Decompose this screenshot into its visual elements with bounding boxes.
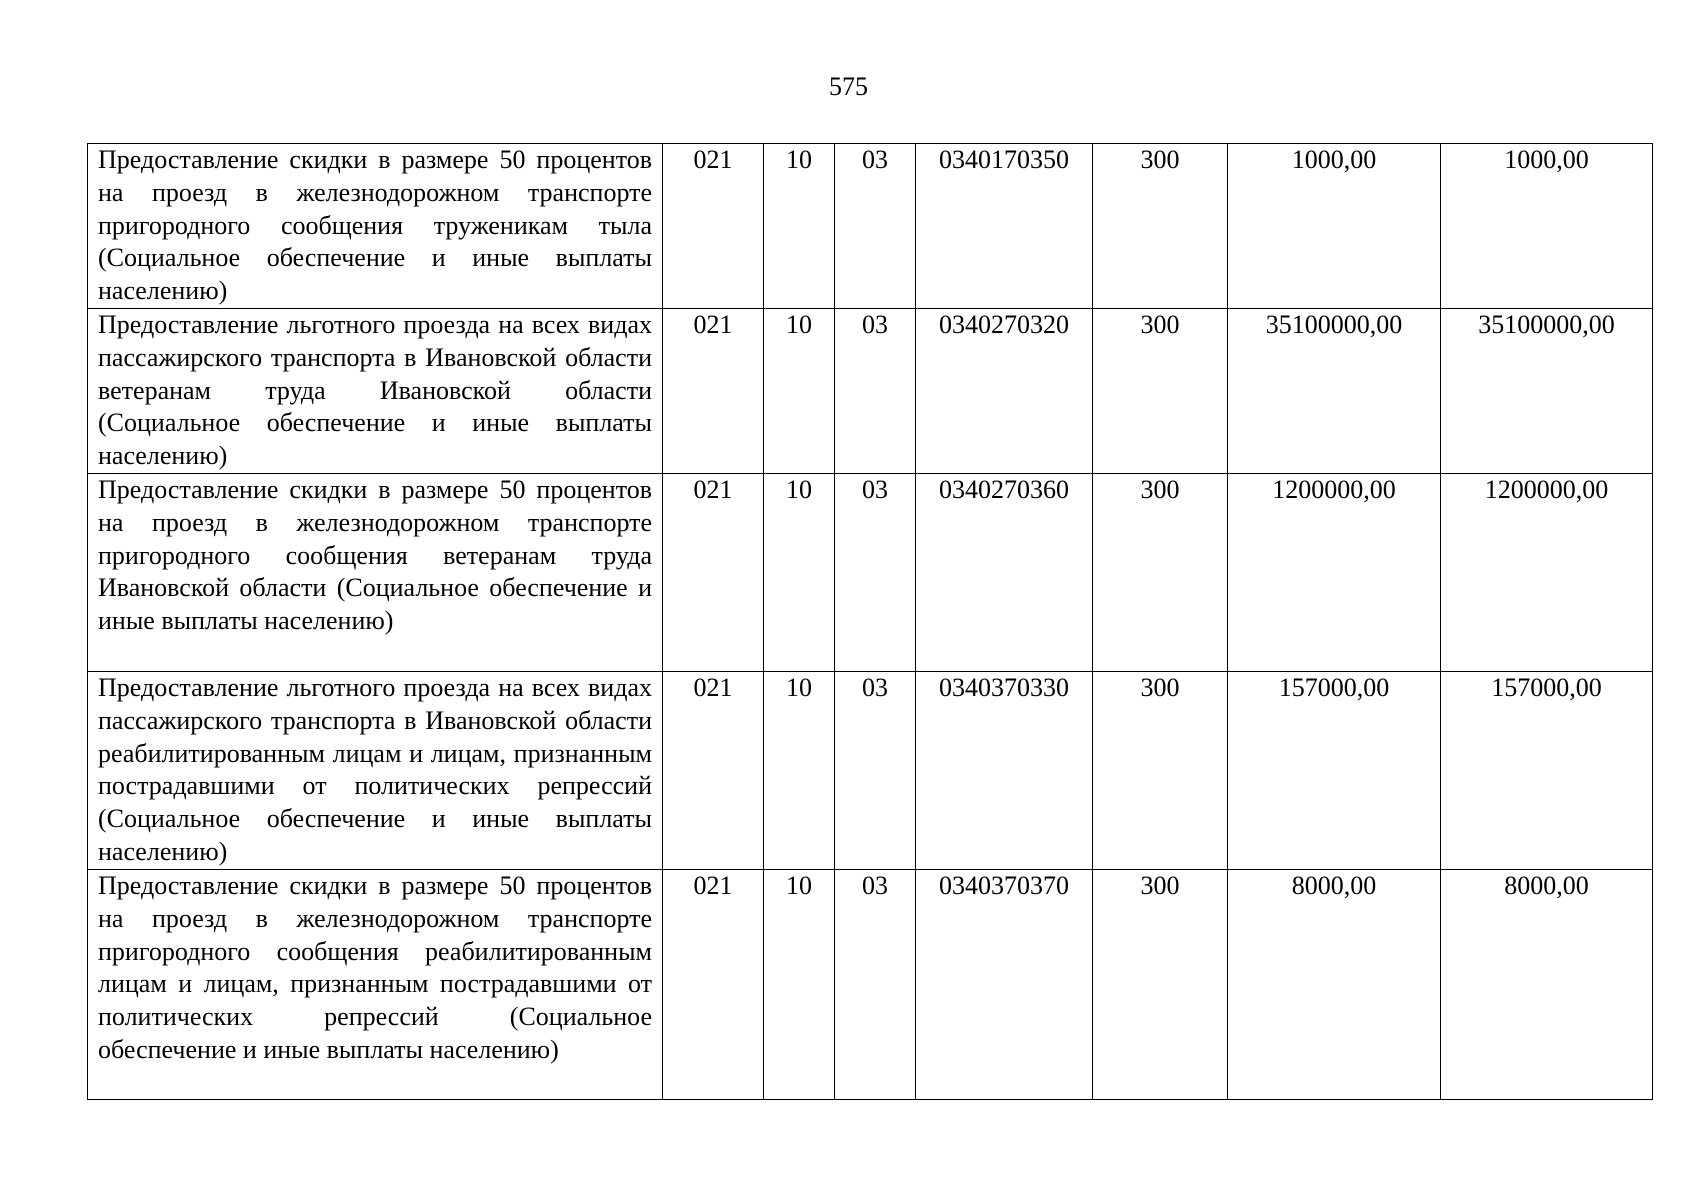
admin-code: 021 [663,144,764,309]
subsection-code: 03 [835,309,916,474]
target-article-code: 0340370330 [916,672,1093,870]
subsection-code: 03 [835,474,916,672]
amount-year-2: 35100000,00 [1441,309,1653,474]
budget-table [87,143,1653,1100]
subsection-code: 03 [835,870,916,1100]
amount-year-1: 157000,00 [1228,672,1441,870]
expense-type-code: 300 [1093,672,1228,870]
admin-code: 021 [663,474,764,672]
row-description: Предоставление льготного проезда на всех видах пассажирского транспорта в Ивановской области реабилитированным лицам и лицам, признанным пострадавшими от политических репрессий (Социальное обеспечение и иные выплаты населению) [88,672,663,870]
amount-year-1: 8000,00 [1228,870,1441,1100]
amount-year-2: 8000,00 [1441,870,1653,1100]
target-article-code: 0340370370 [916,870,1093,1100]
expense-type-code: 300 [1093,474,1228,672]
row-description: Предоставление скидки в размере 50 процентов на проезд в железнодорожном транспорте пригородного сообщения ветеранам труда Ивановской области (Социальное обеспечение и иные выплаты населению) [88,474,663,672]
section-code: 10 [764,870,835,1100]
admin-code: 021 [663,672,764,870]
section-code: 10 [764,474,835,672]
admin-code: 021 [663,309,764,474]
section-code: 10 [764,309,835,474]
table-row [88,309,1653,474]
amount-year-1: 1000,00 [1228,144,1441,309]
table-row [88,672,1653,870]
expense-type-code: 300 [1093,870,1228,1100]
section-code: 10 [764,144,835,309]
target-article-code: 0340270320 [916,309,1093,474]
table-row [88,474,1653,672]
subsection-code: 03 [835,144,916,309]
table-row [88,870,1653,1100]
target-article-code: 0340270360 [916,474,1093,672]
page-number: 575 [829,72,868,101]
amount-year-2: 157000,00 [1441,672,1653,870]
amount-year-1: 35100000,00 [1228,309,1441,474]
amount-year-2: 1200000,00 [1441,474,1653,672]
admin-code: 021 [663,870,764,1100]
table-row [88,144,1653,309]
target-article-code: 0340170350 [916,144,1093,309]
expense-type-code: 300 [1093,309,1228,474]
amount-year-1: 1200000,00 [1228,474,1441,672]
section-code: 10 [764,672,835,870]
subsection-code: 03 [835,672,916,870]
expense-type-code: 300 [1093,144,1228,309]
row-description: Предоставление льготного проезда на всех видах пассажирского транспорта в Ивановской области ветеранам труда Ивановской области (Социальное обеспечение и иные выплаты населению) [88,309,663,474]
row-description: Предоставление скидки в размере 50 процентов на проезд в железнодорожном транспорте пригородного сообщения труженикам тыла (Социальное обеспечение и иные выплаты населению) [88,144,663,309]
row-description: Предоставление скидки в размере 50 процентов на проезд в железнодорожном транспорте пригородного сообщения реабилитированным лицам и лицам, признанным пострадавшими от политических репрессий (Социальное обеспечение и иные выплаты населению) [88,870,663,1100]
amount-year-2: 1000,00 [1441,144,1653,309]
